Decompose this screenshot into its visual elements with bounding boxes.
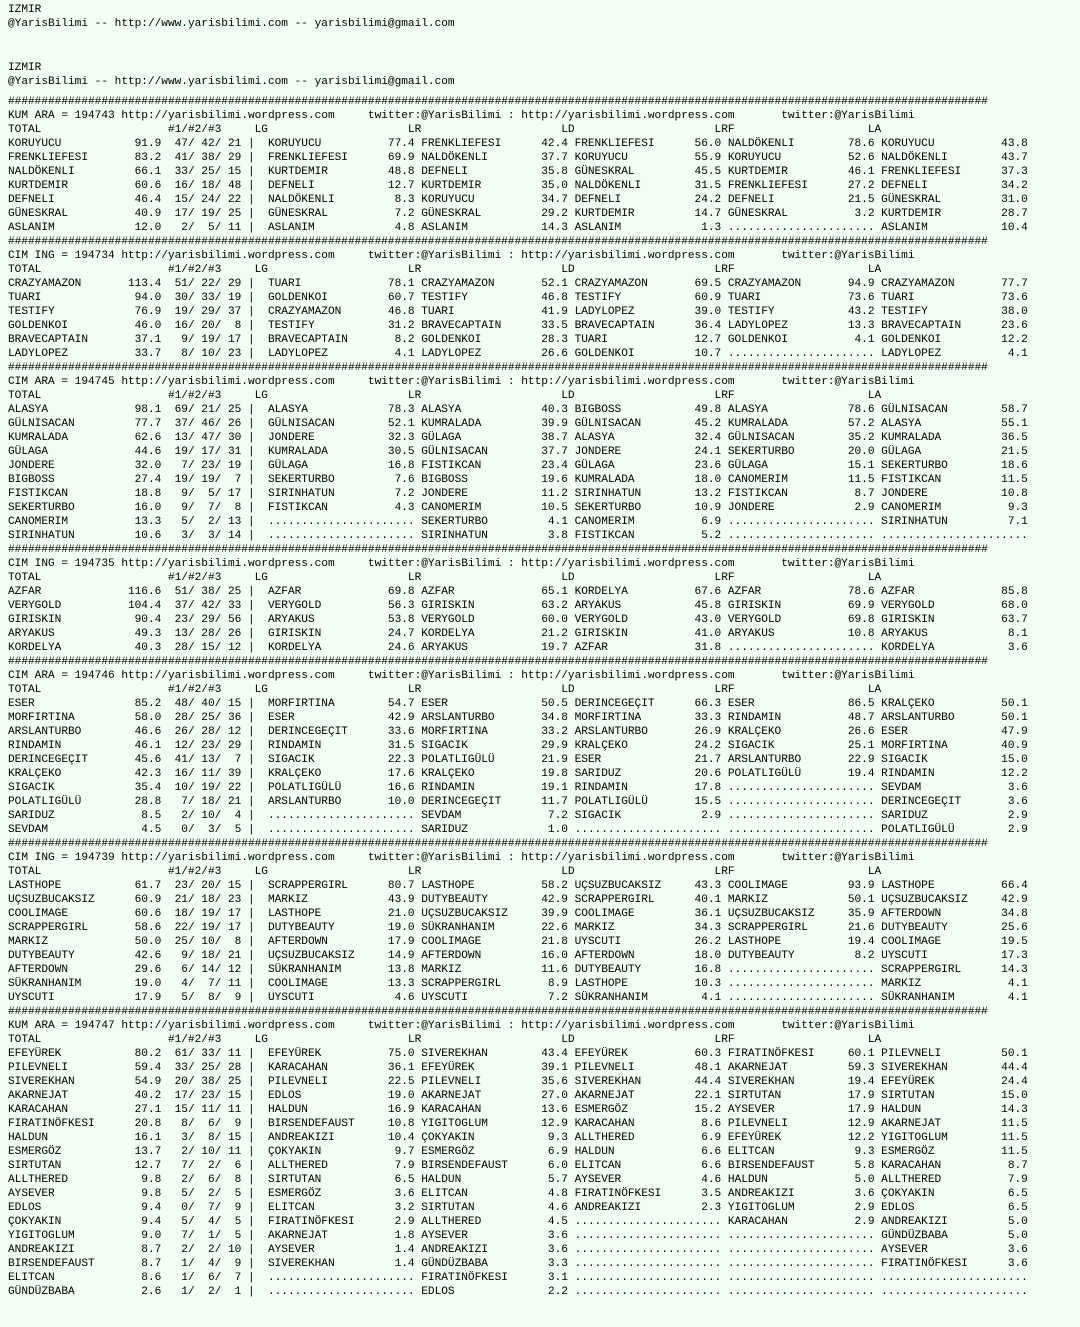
table-row: FISTIKCAN 18.8 9/ 5/ 17 | SIRINHATUN 7.2 JONDERE 11.2 SIRINHATUN 13.2 FISTIKCAN 8.7 JONDERE 10.8 <box>8 488 1028 500</box>
race-title: CIM ING = 194739 http://yarisbilimi.wordpress.com twitter:@YarisBilimi : http://yarisbilimi.wordpress.com twitter:@YarisBilimi <box>8 852 915 864</box>
race-title: KUM ARA = 194743 http://yarisbilimi.wordpress.com twitter:@YarisBilimi : http://yarisbilimi.wordpress.com twitter:@YarisBilimi <box>8 110 915 122</box>
table-row: GÜLNISACAN 77.7 37/ 46/ 26 | GÜLNISACAN 52.1 KUMRALADA 39.9 GÜLNISACAN 45.2 KUMRALADA 57.2 ALASYA 55.1 <box>8 418 1028 430</box>
column-header: TOTAL #1/#2/#3 LG LR LD LRF LA <box>8 572 882 584</box>
header-block-1 <box>8 3 1080 31</box>
race-title: CIM ING = 194734 http://yarisbilimi.wordpress.com twitter:@YarisBilimi : http://yarisbilimi.wordpress.com twitter:@YarisBilimi <box>8 250 915 262</box>
table-row: ALASYA 98.1 69/ 21/ 25 | ALASYA 78.3 ALASYA 40.3 BIGBOSS 49.8 ALASYA 78.6 GÜLNISACAN 58.7 <box>8 404 1028 416</box>
table-row: LADYLOPEZ 33.7 8/ 10/ 23 | LADYLOPEZ 4.1 LADYLOPEZ 26.6 GOLDENKOI 10.7 ...................... LADYLOPEZ 4.1 <box>8 348 1028 360</box>
table-row: KORUYUCU 91.9 47/ 42/ 21 | KORUYUCU 77.4 FRENKLIEFESI 42.4 FRENKLIEFESI 56.0 NALDÖKENLI 78.6 KORUYUCU 43.8 <box>8 138 1028 150</box>
race-block <box>8 837 1080 1005</box>
race-block <box>8 1005 1080 1299</box>
table-row: MORFIRTINA 58.0 28/ 25/ 36 | ESER 42.9 ARSLANTURBO 34.8 MORFIRTINA 33.3 RINDAMIN 48.7 ARSLANTURBO 50.1 <box>8 712 1028 724</box>
column-header: TOTAL #1/#2/#3 LG LR LD LRF LA <box>8 390 882 402</box>
table-row: KORDELYA 40.3 28/ 15/ 12 | KORDELYA 24.6 ARYAKUS 19.7 AZFAR 31.8 ...................... KORDELYA 3.6 <box>8 642 1028 654</box>
table-row: SIRTUTAN 12.7 7/ 2/ 6 | ALLTHERED 7.9 BIRSENDEFAUST 6.0 ELITCAN 6.6 BIRSENDEFAUST 5.8 KARACAHAN 8.7 <box>8 1160 1028 1172</box>
column-header: TOTAL #1/#2/#3 LG LR LD LRF LA <box>8 264 882 276</box>
table-row: DEFNELI 46.4 15/ 24/ 22 | NALDÖKENLI 8.3 KORUYUCU 34.7 DEFNELI 24.2 DEFNELI 21.5 GÜNESKRAL 31.0 <box>8 194 1028 206</box>
race-title: CIM ARA = 194746 http://yarisbilimi.wordpress.com twitter:@YarisBilimi : http://yarisbilimi.wordpress.com twitter:@YarisBilimi <box>8 670 915 682</box>
table-row: SEKERTURBO 16.0 9/ 7/ 8 | FISTIKCAN 4.3 CANOMERIM 10.5 SEKERTURBO 10.9 JONDERE 2.9 CANOMERIM 9.3 <box>8 502 1028 514</box>
table-row: UÇSUZBUCAKSIZ 60.9 21/ 18/ 23 | MARKIZ 43.9 DUTYBEAUTY 42.9 SCRAPPERGIRL 40.1 MARKIZ 50.1 UÇSUZBUCAKSIZ 42.9 <box>8 894 1028 906</box>
table-row: ESER 85.2 48/ 40/ 15 | MORFIRTINA 54.7 ESER 50.5 DERINCEGEÇIT 66.3 ESER 86.5 KRALÇEKO 50.1 <box>8 698 1028 710</box>
table-row: AKARNEJAT 40.2 17/ 23/ 15 | EDLOS 19.0 AKARNEJAT 27.0 AKARNEJAT 22.1 SIRTUTAN 17.9 SIRTUTAN 15.0 <box>8 1090 1028 1102</box>
column-header: TOTAL #1/#2/#3 LG LR LD LRF LA <box>8 124 882 136</box>
table-row: GIRISKIN 90.4 23/ 29/ 56 | ARYAKUS 53.8 VERYGOLD 60.0 VERYGOLD 43.0 VERYGOLD 69.8 GIRISKIN 63.7 <box>8 614 1028 626</box>
race-block <box>8 361 1080 543</box>
header-contact: @YarisBilimi -- http://www.yarisbilimi.com -- yarisbilimi@gmail.com <box>8 18 455 30</box>
table-row: SIRINHATUN 10.6 3/ 3/ 14 | ...................... SIRINHATUN 3.8 FISTIKCAN 5.2 ...................... ...................... <box>8 530 1028 542</box>
table-row: GÜLAGA 44.6 19/ 17/ 31 | KUMRALADA 30.5 GÜLNISACAN 37.7 JONDERE 24.1 SEKERTURBO 20.0 GÜLAGA 21.5 <box>8 446 1028 458</box>
table-row: ELITCAN 8.6 1/ 6/ 7 | ...................... FIRATINÖFKESI 3.1 ...................... ...................... ...................... <box>8 1272 1028 1284</box>
race-title: CIM ING = 194735 http://yarisbilimi.wordpress.com twitter:@YarisBilimi : http://yarisbilimi.wordpress.com twitter:@YarisBilimi <box>8 558 915 570</box>
table-row: MARKIZ 50.0 25/ 10/ 8 | AFTERDOWN 17.9 COOLIMAGE 21.8 UYSCUTI 26.2 LASTHOPE 19.4 COOLIMAGE 19.5 <box>8 936 1028 948</box>
table-row: EDLOS 9.4 0/ 7/ 9 | ELITCAN 3.2 SIRTUTAN 4.6 ANDREAKIZI 2.3 YIGITOGLUM 2.9 EDLOS 6.5 <box>8 1202 1028 1214</box>
race-block <box>8 95 1080 235</box>
table-row: ARSLANTURBO 46.6 26/ 28/ 12 | DERINCEGEÇIT 33.6 MORFIRTINA 33.2 ARSLANTURBO 26.9 KRALÇEKO 26.6 ESER 47.9 <box>8 726 1028 738</box>
table-row: ASLANIM 12.0 2/ 5/ 11 | ASLANIM 4.8 ASLANIM 14.3 ASLANIM 1.3 ...................... ASLANIM 10.4 <box>8 222 1028 234</box>
table-row: COOLIMAGE 60.6 18/ 19/ 17 | LASTHOPE 21.0 UÇSUZBUCAKSIZ 39.9 COOLIMAGE 36.1 UÇSUZBUCAKSIZ 35.9 AFTERDOWN 34.8 <box>8 908 1028 920</box>
table-row: AYSEVER 9.8 5/ 2/ 5 | ESMERGÖZ 3.6 ELITCAN 4.8 FIRATINÖFKESI 3.5 ANDREAKIZI 3.6 ÇOKYAKIN 6.5 <box>8 1188 1028 1200</box>
separator-line: ################################################################################################################################################### <box>8 96 988 108</box>
separator-line: ################################################################################################################################################### <box>8 544 988 556</box>
table-row: DUTYBEAUTY 42.6 9/ 18/ 21 | UÇSUZBUCAKSIZ 14.9 AFTERDOWN 16.0 AFTERDOWN 18.0 DUTYBEAUTY 8.2 UYSCUTI 17.3 <box>8 950 1028 962</box>
table-row: TESTIFY 76.9 19/ 29/ 37 | CRAZYAMAZON 46.8 TUARI 41.9 LADYLOPEZ 39.0 TESTIFY 43.2 TESTIFY 38.0 <box>8 306 1028 318</box>
column-header: TOTAL #1/#2/#3 LG LR LD LRF LA <box>8 866 882 878</box>
table-row: FRENKLIEFESI 83.2 41/ 38/ 29 | FRENKLIEFESI 69.9 NALDÖKENLI 37.7 KORUYUCU 55.9 KORUYUCU 52.6 NALDÖKENLI 43.7 <box>8 152 1028 164</box>
column-header: TOTAL #1/#2/#3 LG LR LD LRF LA <box>8 684 882 696</box>
separator-line: ################################################################################################################################################### <box>8 236 988 248</box>
column-header: TOTAL #1/#2/#3 LG LR LD LRF LA <box>8 1034 882 1046</box>
table-row: TUARI 94.0 30/ 33/ 19 | GOLDENKOI 60.7 TESTIFY 46.8 TESTIFY 60.9 TUARI 73.6 TUARI 73.6 <box>8 292 1028 304</box>
header-block-2 <box>8 61 1080 89</box>
table-row: HALDUN 16.1 3/ 8/ 15 | ANDREAKIZI 10.4 ÇOKYAKIN 9.3 ALLTHERED 6.9 EFEYÜREK 12.2 YIGITOGLUM 11.5 <box>8 1132 1028 1144</box>
table-row: PILEVNELI 59.4 33/ 25/ 28 | KARACAHAN 36.1 EFEYÜREK 39.1 PILEVNELI 48.1 AKARNEJAT 59.3 SIVEREKHAN 44.4 <box>8 1062 1028 1074</box>
table-row: FIRATINÖFKESI 20.8 8/ 6/ 9 | BIRSENDEFAUST 10.8 YIGITOGLUM 12.9 KARACAHAN 8.6 PILEVNELI 12.9 AKARNEJAT 11.5 <box>8 1118 1028 1130</box>
table-row: GÜNESKRAL 40.9 17/ 19/ 25 | GÜNESKRAL 7.2 GÜNESKRAL 29.2 KURTDEMIR 14.7 GÜNESKRAL 3.2 KURTDEMIR 28.7 <box>8 208 1028 220</box>
table-row: UYSCUTI 17.9 5/ 8/ 9 | UYSCUTI 4.6 UYSCUTI 7.2 SÜKRANHANIM 4.1 ...................... SÜKRANHANIM 4.1 <box>8 992 1028 1004</box>
separator-line: ################################################################################################################################################### <box>8 362 988 374</box>
separator-line: ################################################################################################################################################### <box>8 838 988 850</box>
header-city: IZMIR <box>8 62 42 74</box>
table-row: KUMRALADA 62.6 13/ 47/ 30 | JONDERE 32.3 GÜLAGA 38.7 ALASYA 32.4 GÜLNISACAN 35.2 KUMRALADA 36.5 <box>8 432 1028 444</box>
table-row: SCRAPPERGIRL 58.6 22/ 19/ 17 | DUTYBEAUTY 19.0 SÜKRANHANIM 22.6 MARKIZ 34.3 SCRAPPERGIRL 21.6 DUTYBEAUTY 25.6 <box>8 922 1028 934</box>
table-row: LASTHOPE 61.7 23/ 20/ 15 | SCRAPPERGIRL 80.7 LASTHOPE 58.2 UÇSUZBUCAKSIZ 43.3 COOLIMAGE 93.9 LASTHOPE 66.4 <box>8 880 1028 892</box>
race-title: KUM ARA = 194747 http://yarisbilimi.wordpress.com twitter:@YarisBilimi : http://yarisbilimi.wordpress.com twitter:@YarisBilimi <box>8 1020 915 1032</box>
table-row: JONDERE 32.0 7/ 23/ 19 | GÜLAGA 16.8 FISTIKCAN 23.4 GÜLAGA 23.6 GÜLAGA 15.1 SEKERTURBO 18.6 <box>8 460 1028 472</box>
table-row: SÜKRANHANIM 19.0 4/ 7/ 11 | COOLIMAGE 13.3 SCRAPPERGIRL 8.9 LASTHOPE 10.3 ...................... MARKIZ 4.1 <box>8 978 1028 990</box>
table-row: ÇOKYAKIN 9.4 5/ 4/ 5 | FIRATINÖFKESI 2.9 ALLTHERED 4.5 ...................... KARACAHAN 2.9 ANDREAKIZI 5.0 <box>8 1216 1028 1228</box>
table-row: VERYGOLD 104.4 37/ 42/ 33 | VERYGOLD 56.3 GIRISKIN 63.2 ARYAKUS 45.8 GIRISKIN 69.9 VERYGOLD 68.0 <box>8 600 1028 612</box>
table-row: ALLTHERED 9.8 2/ 6/ 8 | SIRTUTAN 6.5 HALDUN 5.7 AYSEVER 4.6 HALDUN 5.0 ALLTHERED 7.9 <box>8 1174 1028 1186</box>
table-row: NALDÖKENLI 66.1 33/ 25/ 15 | KURTDEMIR 48.8 DEFNELI 35.8 GÜNESKRAL 45.5 KURTDEMIR 46.1 FRENKLIEFESI 37.3 <box>8 166 1028 178</box>
table-row: RINDAMIN 46.1 12/ 23/ 29 | RINDAMIN 31.5 SIGACIK 29.9 KRALÇEKO 24.2 SIGACIK 25.1 MORFIRTINA 40.9 <box>8 740 1028 752</box>
separator-line: ################################################################################################################################################### <box>8 1006 988 1018</box>
separator-line: ################################################################################################################################################### <box>8 656 988 668</box>
race-title: CIM ARA = 194745 http://yarisbilimi.wordpress.com twitter:@YarisBilimi : http://yarisbilimi.wordpress.com twitter:@YarisBilimi <box>8 376 915 388</box>
table-row: EFEYÜREK 80.2 61/ 33/ 11 | EFEYÜREK 75.0 SIVEREKHAN 43.4 EFEYÜREK 60.3 FIRATINÖFKESI 60.1 PILEVNELI 50.1 <box>8 1048 1028 1060</box>
table-row: ANDREAKIZI 8.7 2/ 2/ 10 | AYSEVER 1.4 ANDREAKIZI 3.6 ...................... ...................... AYSEVER 3.6 <box>8 1244 1028 1256</box>
table-row: GOLDENKOI 46.0 16/ 20/ 8 | TESTIFY 31.2 BRAVECAPTAIN 33.5 BRAVECAPTAIN 36.4 LADYLOPEZ 13.3 BRAVECAPTAIN 23.6 <box>8 320 1028 332</box>
table-row: BIGBOSS 27.4 19/ 19/ 7 | SEKERTURBO 7.6 BIGBOSS 19.6 KUMRALADA 18.0 CANOMERIM 11.5 FISTIKCAN 11.5 <box>8 474 1028 486</box>
table-row: KARACAHAN 27.1 15/ 11/ 11 | HALDUN 16.9 KARACAHAN 13.6 ESMERGÖZ 15.2 AYSEVER 17.9 HALDUN 14.3 <box>8 1104 1028 1116</box>
race-block <box>8 235 1080 361</box>
table-row: CRAZYAMAZON 113.4 51/ 22/ 29 | TUARI 78.1 CRAZYAMAZON 52.1 CRAZYAMAZON 69.5 CRAZYAMAZON 94.9 CRAZYAMAZON 77.7 <box>8 278 1028 290</box>
table-row: SIVEREKHAN 54.9 20/ 38/ 25 | PILEVNELI 22.5 PILEVNELI 35.6 SIVEREKHAN 44.4 SIVEREKHAN 19.4 EFEYÜREK 24.4 <box>8 1076 1028 1088</box>
race-block <box>8 655 1080 837</box>
table-row: YIGITOGLUM 9.0 7/ 1/ 5 | AKARNEJAT 1.8 AYSEVER 3.6 ...................... ...................... GÜNDÜZBABA 5.0 <box>8 1230 1028 1242</box>
table-row: AZFAR 116.6 51/ 38/ 25 | AZFAR 69.8 AZFAR 65.1 KORDELYA 67.6 AZFAR 78.6 AZFAR 85.8 <box>8 586 1028 598</box>
table-row: ARYAKUS 49.3 13/ 28/ 26 | GIRISKIN 24.7 KORDELYA 21.2 GIRISKIN 41.0 ARYAKUS 10.8 ARYAKUS 8.1 <box>8 628 1028 640</box>
race-list <box>8 95 1080 1299</box>
header-contact: @YarisBilimi -- http://www.yarisbilimi.com -- yarisbilimi@gmail.com <box>8 76 455 88</box>
table-row: GÜNDÜZBABA 2.6 1/ 2/ 1 | ...................... EDLOS 2.2 ...................... ...................... ...................... <box>8 1286 1028 1298</box>
table-row: SARIDUZ 8.5 2/ 10/ 4 | ...................... SEVDAM 7.2 SIGACIK 2.9 ...................... SARIDUZ 2.9 <box>8 810 1028 822</box>
table-row: SIGACIK 35.4 10/ 19/ 22 | POLATLIGÜLÜ 16.6 RINDAMIN 19.1 RINDAMIN 17.8 ...................... SEVDAM 3.6 <box>8 782 1028 794</box>
race-block <box>8 543 1080 655</box>
table-row: AFTERDOWN 29.6 6/ 14/ 12 | SÜKRANHANIM 13.8 MARKIZ 11.6 DUTYBEAUTY 16.8 ...................... SCRAPPERGIRL 14.3 <box>8 964 1028 976</box>
table-row: POLATLIGÜLÜ 28.8 7/ 18/ 21 | ARSLANTURBO 10.0 DERINCEGEÇIT 11.7 POLATLIGÜLÜ 15.5 ...................... DERINCEGEÇIT 3.6 <box>8 796 1028 808</box>
table-row: DERINCEGEÇIT 45.6 41/ 13/ 7 | SIGACIK 22.3 POLATLIGÜLÜ 21.9 ESER 21.7 ARSLANTURBO 22.9 SIGACIK 15.0 <box>8 754 1028 766</box>
table-row: KRALÇEKO 42.3 16/ 11/ 39 | KRALÇEKO 17.6 KRALÇEKO 19.8 SARIDUZ 20.6 POLATLIGÜLÜ 19.4 RINDAMIN 12.2 <box>8 768 1028 780</box>
header-city: IZMIR <box>8 4 42 16</box>
table-row: KURTDEMIR 60.6 16/ 18/ 48 | DEFNELI 12.7 KURTDEMIR 35.0 NALDÖKENLI 31.5 FRENKLIEFESI 27.2 DEFNELI 34.2 <box>8 180 1028 192</box>
table-row: BIRSENDEFAUST 8.7 1/ 4/ 9 | SIVEREKHAN 1.4 GÜNDÜZBABA 3.3 ...................... ...................... FIRATINÖFKESI 3.6 <box>8 1258 1028 1270</box>
table-row: SEVDAM 4.5 0/ 3/ 5 | ...................... SARIDUZ 1.0 ...................... ...................... POLATLIGÜLÜ 2.9 <box>8 824 1028 836</box>
table-row: CANOMERIM 13.3 5/ 2/ 13 | ...................... SEKERTURBO 4.1 CANOMERIM 6.9 ...................... SIRINHATUN 7.1 <box>8 516 1028 528</box>
table-row: BRAVECAPTAIN 37.1 9/ 19/ 17 | BRAVECAPTAIN 8.2 GOLDENKOI 28.3 TUARI 12.7 GOLDENKOI 4.1 GOLDENKOI 12.2 <box>8 334 1028 346</box>
table-row: ESMERGÖZ 13.7 2/ 10/ 11 | ÇOKYAKIN 9.7 ESMERGÖZ 6.9 HALDUN 6.6 ELITCAN 9.3 ESMERGÖZ 11.5 <box>8 1146 1028 1158</box>
